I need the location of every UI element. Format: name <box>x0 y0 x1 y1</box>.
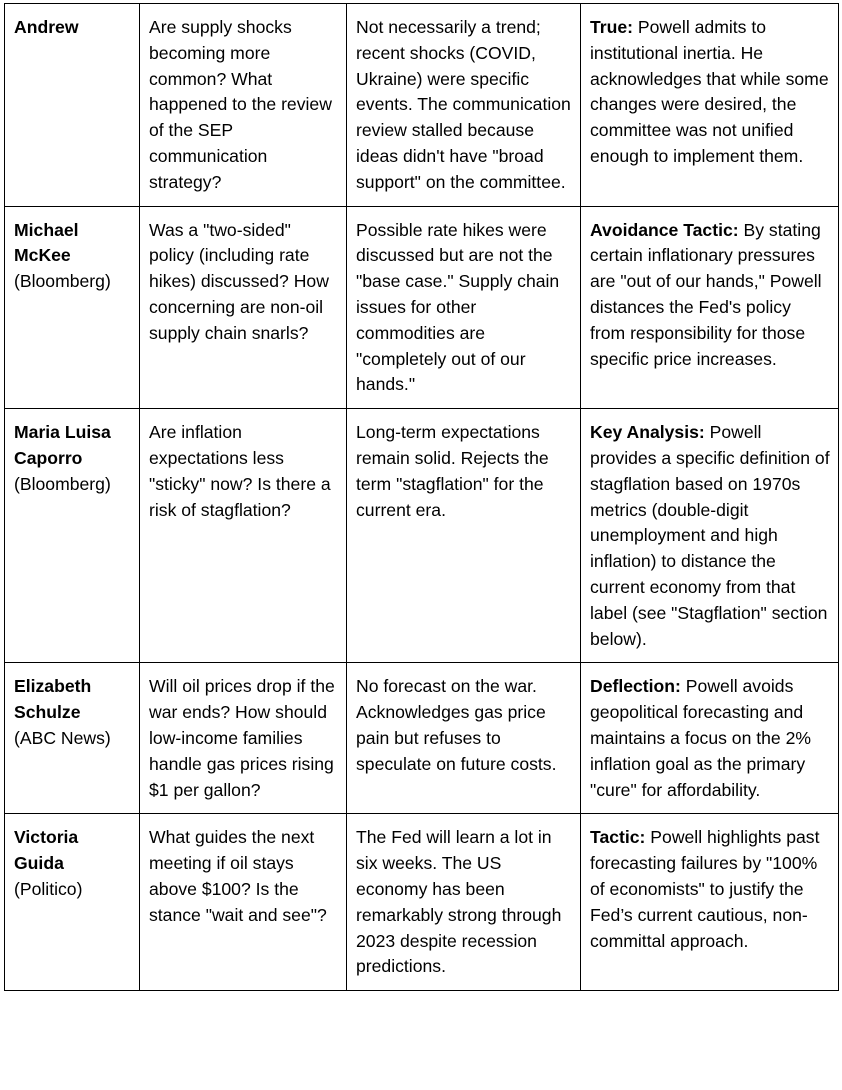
analysis-label: Tactic: <box>590 827 646 848</box>
analysis-text: By stating certain inflationary pressures are "out of our hands," Powell distances the Fed's policy from responsibility for those specific price increases. <box>590 219 822 369</box>
answer-cell: Not necessarily a trend; recent shocks (COVID, Ukraine) were specific events. The communication review stalled because ideas didn't have "broad support" on the committee. <box>347 4 581 207</box>
table-row <box>5 409 839 663</box>
analysis-label: Key Analysis: <box>590 422 705 443</box>
table-row <box>5 4 839 207</box>
answer-cell: Possible rate hikes were discussed but are not the "base case." Supply chain issues for other commodities are "completely out of our hands." <box>347 206 581 409</box>
analysis-text: Powell admits to institutional inertia. He acknowledges that while some changes were desired, the committee was not unified enough to implement them. <box>590 17 829 166</box>
analysis-label: Avoidance Tactic: <box>590 219 739 240</box>
reporter-name: Michael McKee <box>14 219 79 266</box>
analysis-label: True: <box>590 17 634 37</box>
question-cell: Will oil prices drop if the war ends? How should low-income families handle gas prices rising $1 per gallon? <box>140 663 347 814</box>
reporter-cell <box>5 409 140 663</box>
analysis-cell <box>581 409 839 663</box>
reporter-cell <box>5 4 140 207</box>
analysis-cell <box>581 663 839 814</box>
question-cell: Was a "two-sided" policy (including rate hikes) discussed? How concerning are non-oil supply chain snarls? <box>140 206 347 409</box>
analysis-text: Powell provides a specific definition of stagflation based on 1970s metrics (double-digit unemployment and high inflation) to distance the current economy from that label (see "Stagflation" section below). <box>590 422 830 649</box>
analysis-cell <box>581 206 839 409</box>
reporter-outlet: (Bloomberg) <box>14 473 111 494</box>
analysis-text: Powell highlights past forecasting failures by "100% of economists" to justify the Fed’s current cautious, non-committal approach. <box>590 827 820 951</box>
question-cell: What guides the next meeting if oil stays above $100? Is the stance "wait and see"? <box>140 814 347 991</box>
analysis-cell <box>581 814 839 991</box>
answer-cell: The Fed will learn a lot in six weeks. The US economy has been remarkably strong through 2023 despite recession predictions. <box>347 814 581 991</box>
reporter-name: Maria Luisa Caporro <box>14 422 111 468</box>
press-conference-table <box>4 3 839 991</box>
reporter-outlet: (Politico) <box>14 878 83 899</box>
reporter-cell <box>5 663 140 814</box>
question-cell: Are supply shocks becoming more common? What happened to the review of the SEP communication strategy? <box>140 4 347 207</box>
table-row <box>5 814 839 991</box>
table-row <box>5 206 839 409</box>
reporter-cell <box>5 814 140 991</box>
analysis-label: Deflection: <box>590 676 681 697</box>
reporter-name: Victoria Guida <box>14 827 79 874</box>
reporter-outlet: (Bloomberg) <box>14 271 111 292</box>
answer-cell: No forecast on the war. Acknowledges gas price pain but refuses to speculate on future costs. <box>347 663 581 814</box>
analysis-cell <box>581 4 839 207</box>
table-row <box>5 663 839 814</box>
analysis-text: Powell avoids geopolitical forecasting and maintains a focus on the 2% inflation goal as the primary "cure" for affordability. <box>590 676 812 800</box>
reporter-outlet: (ABC News) <box>14 727 111 748</box>
question-cell: Are inflation expectations less "sticky" now? Is there a risk of stagflation? <box>140 409 347 663</box>
answer-cell: Long-term expectations remain solid. Rejects the term "stagflation" for the current era. <box>347 409 581 663</box>
reporter-cell <box>5 206 140 409</box>
reporter-name: Elizabeth Schulze <box>14 676 92 723</box>
reporter-name: Andrew <box>14 17 79 37</box>
